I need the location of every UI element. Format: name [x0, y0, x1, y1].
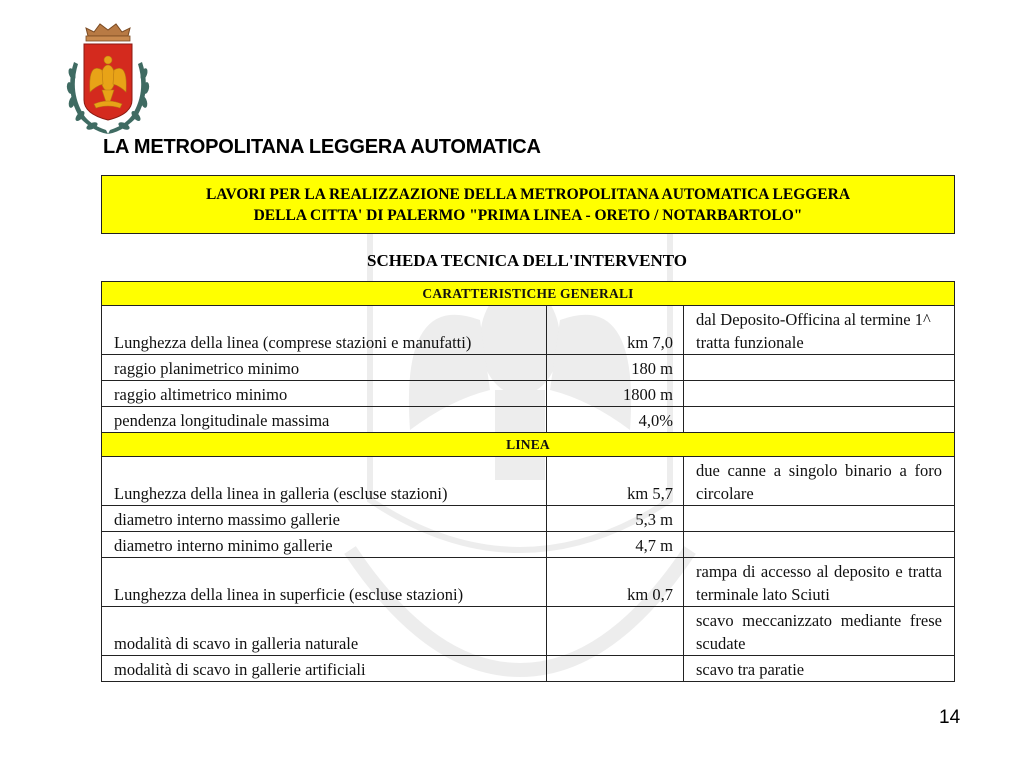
row-label: modalità di scavo in galleria naturale	[102, 607, 547, 656]
coat-of-arms-logo	[58, 22, 158, 138]
row-note	[684, 381, 955, 407]
section-header: LINEA	[102, 433, 955, 457]
row-note	[684, 532, 955, 558]
table-row	[102, 407, 955, 433]
row-label: modalità di scavo in gallerie artificiali	[102, 656, 547, 682]
row-label: Lunghezza della linea in superficie (escluse stazioni)	[102, 558, 547, 607]
row-label: diametro interno massimo gallerie	[102, 506, 547, 532]
row-note	[684, 407, 955, 433]
row-note	[684, 355, 955, 381]
page-title: LA METROPOLITANA LEGGERA AUTOMATICA	[103, 136, 541, 158]
table-row	[102, 355, 955, 381]
row-note: scavo meccanizzato mediante frese scudate	[684, 607, 955, 656]
row-note: due canne a singolo binario a foro circolare	[684, 457, 955, 506]
section-header-row	[102, 282, 955, 306]
table-row	[102, 558, 955, 607]
table-row	[102, 532, 955, 558]
page-number: 14	[939, 707, 961, 728]
table-row	[102, 457, 955, 506]
section-header-row	[102, 433, 955, 457]
row-value	[547, 656, 684, 682]
row-value: 5,3 m	[547, 506, 684, 532]
row-value	[547, 607, 684, 656]
row-value: km 0,7	[547, 558, 684, 607]
row-value: 4,0%	[547, 407, 684, 433]
row-note: dal Deposito-Officina al termine 1^ tratta funzionale	[684, 306, 955, 355]
crown-icon	[86, 24, 130, 41]
row-value: km 7,0	[547, 306, 684, 355]
table-row	[102, 306, 955, 355]
row-label: diametro interno minimo gallerie	[102, 532, 547, 558]
project-banner	[101, 175, 955, 234]
section-header: CARATTERISTICHE GENERALI	[102, 282, 955, 306]
row-label: Lunghezza della linea in galleria (escluse stazioni)	[102, 457, 547, 506]
row-value: 4,7 m	[547, 532, 684, 558]
row-note: scavo tra paratie	[684, 656, 955, 682]
row-label: raggio planimetrico minimo	[102, 355, 547, 381]
row-value: km 5,7	[547, 457, 684, 506]
row-label: Lunghezza della linea (comprese stazioni e manufatti)	[102, 306, 547, 355]
banner-line-2: DELLA CITTA' DI PALERMO "PRIMA LINEA - ORETO / NOTARBARTOLO"	[253, 206, 803, 224]
table-row	[102, 656, 955, 682]
table-row	[102, 381, 955, 407]
technical-spec-table	[101, 281, 955, 682]
banner-line-1: LAVORI PER LA REALIZZAZIONE DELLA METROPOLITANA AUTOMATICA LEGGERA	[205, 185, 851, 203]
row-note	[684, 506, 955, 532]
row-value: 1800 m	[547, 381, 684, 407]
section-subtitle: SCHEDA TECNICA DELL'INTERVENTO	[367, 251, 687, 270]
row-value: 180 m	[547, 355, 684, 381]
table-row	[102, 607, 955, 656]
table-row	[102, 506, 955, 532]
row-note: rampa di accesso al deposito e tratta terminale lato Sciuti	[684, 558, 955, 607]
row-label: raggio altimetrico minimo	[102, 381, 547, 407]
row-label: pendenza longitudinale massima	[102, 407, 547, 433]
